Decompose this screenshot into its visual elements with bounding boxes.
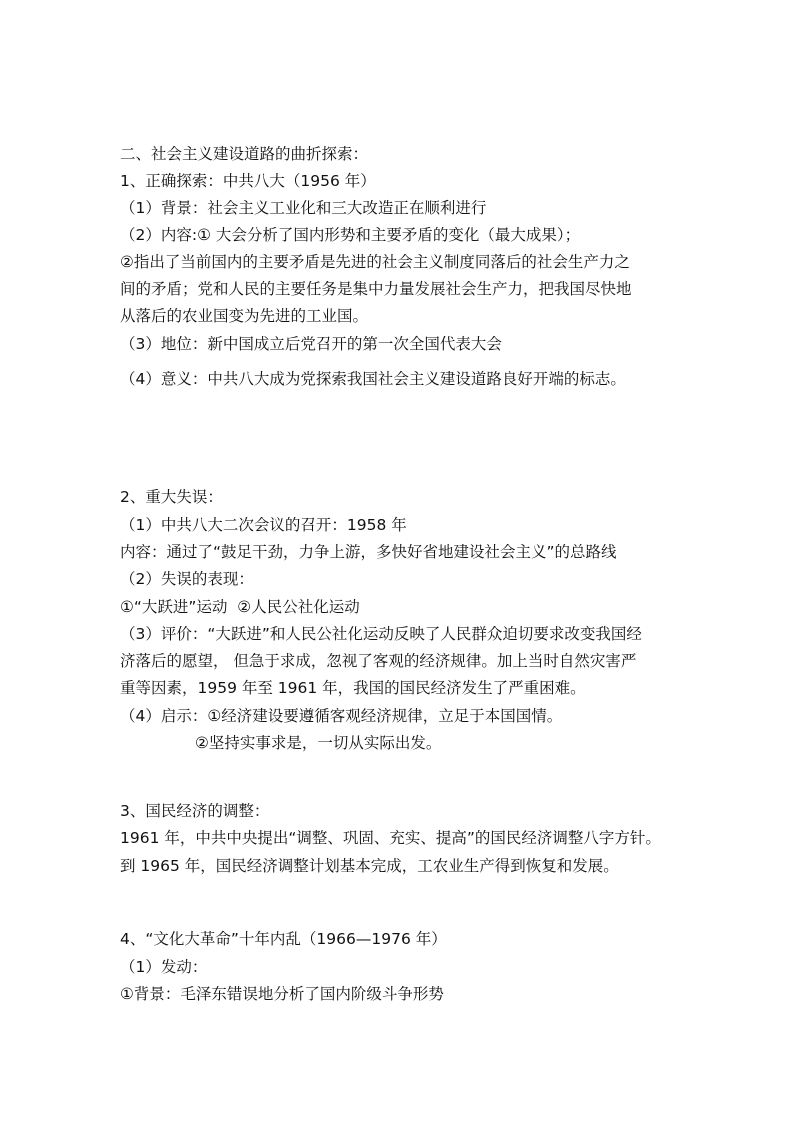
lesson-line-2: ②坚持实事求是，一切从实际出发。 — [195, 734, 442, 752]
status-line: （3）地位：新中国成立后党召开的第一次全国代表大会 — [120, 335, 502, 353]
mistakes-manifest-line: （2）失误的表现： — [120, 570, 254, 588]
mistakes-meeting-line: （1）中共八大二次会议的召开：1958 年 — [120, 516, 407, 534]
lesson-line-1: （4）启示：①经济建设要遵循客观经济规律，立足于本国国情。 — [120, 707, 563, 725]
mistakes-content-line: 内容：通过了“鼓足干劲，力争上游，多快好省地建设社会主义”的总路线 — [120, 543, 617, 561]
content-line-2c: 从落后的农业国变为先进的工业国。 — [120, 307, 369, 325]
content-line-2a: ②指出了当前国内的主要矛盾是先进的社会主义制度同落后的社会生产力之 — [120, 253, 630, 271]
evaluation-line-c: 重等因素，1959 年至 1961 年，我国的国民经济发生了严重困难。 — [120, 679, 586, 697]
cultural-revolution-title: 4、“文化大革命”十年内乱（1966—1976 年） — [120, 930, 447, 948]
content-line-2b: 间的矛盾；党和人民的主要任务是集中力量发展社会生产力，把我国尽快地 — [120, 280, 632, 298]
culture-background-line: ①背景：毛泽东错误地分析了国内阶级斗争形势 — [120, 985, 444, 1003]
mistakes-movements-line: ①“大跃进”运动 ②人民公社化运动 — [120, 598, 360, 616]
meaning-line: （4）意义：中共八大成为党探索我国社会主义建设道路良好开端的标志。 — [120, 370, 626, 388]
evaluation-line-b: 济落后的愿望， 但急于求成，忽视了客观的经济规律。加上当时自然灾害严 — [120, 652, 637, 670]
adjustment-title: 3、国民经济的调整： — [120, 802, 270, 820]
item-correct-exploration-title: 1、正确探索：中共八大（1956 年） — [120, 172, 376, 190]
evaluation-line-a: （3）评价：“大跃进”和人民公社化运动反映了人民群众迫切要求改变我国经 — [120, 625, 642, 643]
content-line-1: （2）内容:① 大会分析了国内形势和主要矛盾的变化（最大成果）； — [120, 226, 581, 244]
mistakes-title: 2、重大失误： — [120, 488, 223, 506]
background-line: （1）背景：社会主义工业化和三大改造正在顺利进行 — [120, 199, 487, 217]
adjustment-line-1: 1961 年，中共中央提出“调整、巩固、充实、提高”的国民经济调整八字方针。 — [120, 829, 661, 847]
adjustment-line-2: 到 1965 年，国民经济调整计划基本完成，工农业生产得到恢复和发展。 — [120, 857, 619, 875]
section-heading: 二、社会主义建设道路的曲折探索： — [120, 145, 369, 163]
launch-line: （1）发动： — [120, 958, 208, 976]
